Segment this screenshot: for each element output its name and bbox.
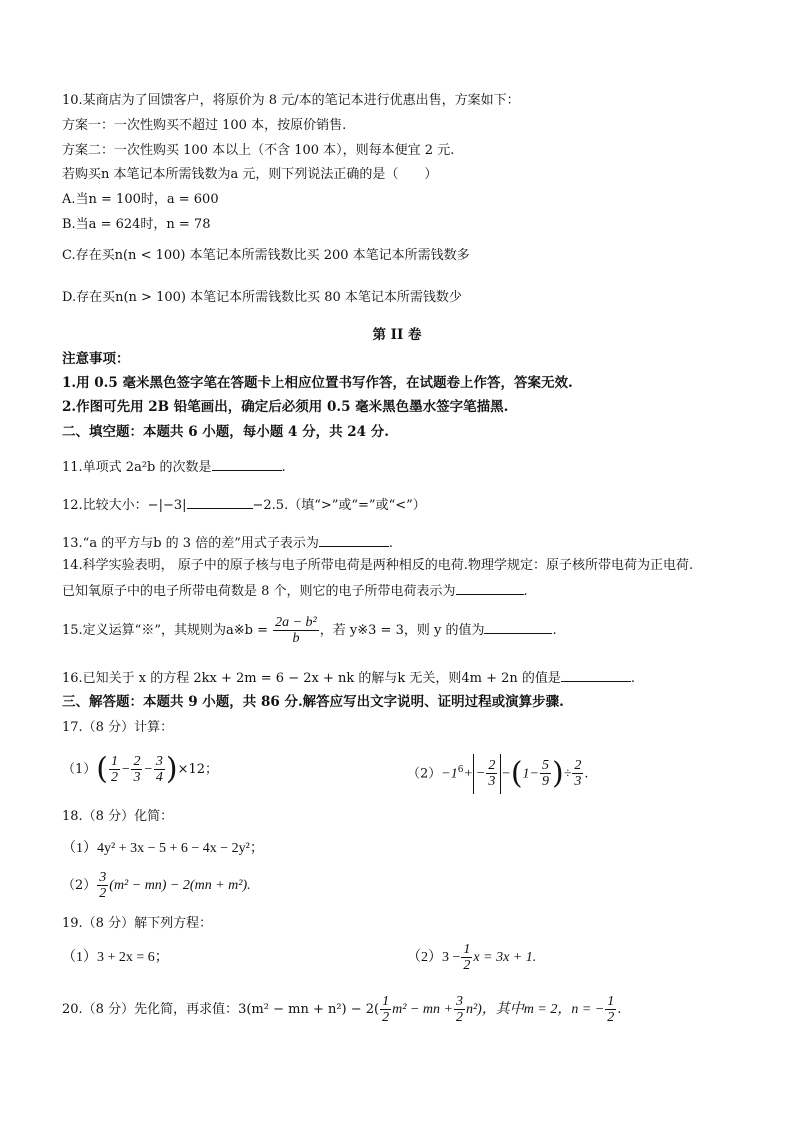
q17-p1-label: （1） bbox=[62, 762, 97, 777]
q11-text: 11.单项式 2a²b 的次数是 bbox=[62, 460, 212, 475]
q17-p2-end: . bbox=[584, 766, 589, 782]
q19-stem: 19.（8 分）解下列方程： bbox=[62, 916, 213, 931]
q15-fraction bbox=[273, 615, 319, 646]
q11-answer-blank[interactable] bbox=[212, 457, 282, 471]
q16-end: . bbox=[630, 671, 636, 686]
frac-half: $\frac{1}{2}$ bbox=[111, 754, 118, 785]
frac-five-ninths: $\frac{5}{9}$ bbox=[542, 758, 549, 790]
q15-denominator: b bbox=[292, 631, 300, 646]
q19-p2-tail: x = 3x + 1. bbox=[473, 950, 537, 965]
q10-option-d: D.存在买n(n > 100) 本笔记本所需钱数比买 80 本笔记本所需钱数少 bbox=[62, 290, 462, 305]
q13 bbox=[62, 533, 393, 553]
q10-option-b: B.当a = 624时，n = 78 bbox=[62, 217, 211, 232]
notice-1: 1.用 0.5 毫米黑色签字笔在答题卡上相应位置书写作答，在试题卷上作答，答案无效. bbox=[62, 375, 573, 391]
frac-two-thirds: $\frac{2}{3}$ bbox=[133, 754, 141, 785]
q17-part1: （1）( $\frac{1}{2}$ − $\frac{2}{3}$ − $\frac{3}{4}$ )×12； $(2)-1^6+$ − $\frac{2}{3}$ −(1− $\frac{5}{9}$ )÷ $\frac{2}{3}$ . bbox=[62, 750, 218, 792]
frac-three-halves: $\frac{3}{2}$ bbox=[99, 870, 107, 901]
q13-answer-blank[interactable] bbox=[319, 533, 389, 547]
q19-parts bbox=[62, 940, 537, 976]
q16 bbox=[62, 668, 635, 688]
q11-end: . bbox=[281, 460, 286, 475]
q15-text: 15.定义运算“※”，其规则为a※b = bbox=[62, 623, 268, 638]
section-title: 第 II 卷 bbox=[372, 327, 422, 343]
q18-stem: 18.（8 分）化简： bbox=[62, 809, 174, 824]
q17-p2-label: （2） bbox=[407, 766, 442, 782]
notice-2: 2.作图可先用 2B 铅笔画出，确定后必须用 0.5 毫米黑色墨水签字笔描黑. bbox=[62, 399, 509, 415]
frac-two-thirds-b: $\frac{2}{3}$ bbox=[574, 758, 582, 790]
q12-end: −2.5.（填“>”或“=”或“<”） bbox=[252, 498, 426, 513]
q17-p2-b: + bbox=[463, 766, 473, 782]
q14-line1: 14.科学实验表明， 原子中的原子核与电子所带电荷是两种相反的电荷.物理学规定：原子核所带电荷为正电荷. bbox=[62, 558, 694, 573]
solve-heading: 三、解答题：本题共 9 小题，共 86 分.解答应写出文字说明、证明过程或演算步骤. bbox=[62, 694, 564, 710]
q17-p2-a: −1 bbox=[441, 766, 458, 782]
q20-pre: 20.（8 分）先化简，再求值：3(m² − mn + n²) − 2( bbox=[62, 1002, 380, 1017]
q12 bbox=[62, 495, 426, 515]
frac-half-c: $\frac{1}{2}$ bbox=[382, 994, 390, 1025]
q15-answer-blank[interactable] bbox=[484, 620, 552, 634]
q20-end: . bbox=[617, 1002, 622, 1017]
q10-option-c: C.存在买n(n < 100) 本笔记本所需钱数比买 200 本笔记本所需钱数多 bbox=[62, 248, 470, 263]
q18-part1: （1）4y² + 3x − 5 + 6 − 4x − 2y²； bbox=[62, 841, 264, 856]
q10-plan1: 方案一：一次性购买不超过 100 本，按原价销售. bbox=[62, 118, 347, 133]
q13-text: 13.“a 的平方与b 的 3 倍的差”用式子表示为 bbox=[62, 536, 319, 551]
q18-p2-expr: (m² − mn) − 2(mn + m²). bbox=[109, 878, 251, 893]
q10-stem: 10.某商店为了回馈客户，将原价为 8 元/本的笔记本进行优惠出售，方案如下： bbox=[62, 93, 520, 108]
q12-text: 12.比较大小：−|−3| bbox=[62, 498, 187, 513]
q17-p1-tail: ×12； bbox=[177, 762, 219, 777]
q18-part2 bbox=[62, 868, 251, 904]
frac-three-quarters: $\frac{3}{4}$ bbox=[155, 754, 163, 785]
q20 bbox=[62, 990, 621, 1030]
q10-option-a: A.当n = 100时，a = 600 bbox=[62, 192, 219, 207]
q17-stem: 17.（8 分）计算： bbox=[62, 720, 174, 735]
q18-p2-label: （2） bbox=[62, 878, 97, 893]
q14-answer-blank[interactable] bbox=[456, 581, 524, 595]
q17-p2-c: − bbox=[501, 766, 511, 782]
frac-half-d: $\frac{1}{2}$ bbox=[607, 994, 615, 1025]
q10-question: 若购买n 本笔记本所需钱数为a 元，则下列说法正确的是（ ） bbox=[62, 167, 438, 182]
q11 bbox=[62, 457, 286, 477]
q15-numerator: 2a − b² bbox=[275, 615, 317, 630]
frac-half-b: $\frac{1}{2}$ bbox=[463, 942, 471, 973]
q17-part2: $(2)-1^6+$ − $\frac{2}{3}$ −(1− $\frac{5}{9}$ )÷ $\frac{2}{3}$ . bbox=[407, 750, 589, 794]
q14-text: 已知氧原子中的电子所带电荷数是 8 个，则它的电子所带电荷表示为 bbox=[62, 584, 456, 599]
q16-answer-blank[interactable] bbox=[561, 668, 631, 682]
q19-part1: （1）3 + 2x = 6； bbox=[62, 950, 169, 965]
q20-mid1: m² − mn + bbox=[392, 1002, 453, 1017]
q19-part2 bbox=[407, 940, 536, 976]
q14-end: . bbox=[523, 584, 528, 599]
q15 bbox=[62, 613, 557, 649]
q12-answer-blank[interactable] bbox=[187, 495, 253, 509]
q13-end: . bbox=[388, 536, 393, 551]
q14-line2 bbox=[62, 581, 528, 601]
fill-blank-heading: 二、填空题：本题共 6 小题，每小题 4 分，共 24 分. bbox=[62, 424, 389, 440]
q19-p2-label: （2）3 − bbox=[407, 950, 461, 965]
q10-plan2: 方案二：一次性购买 100 本以上（不含 100 本），则每本便宜 2 元. bbox=[62, 143, 455, 158]
frac-three-halves-b: $\frac{3}{2}$ bbox=[455, 994, 463, 1025]
q17-p2-exp: 6 bbox=[457, 765, 464, 775]
notice-heading: 注意事项： bbox=[62, 351, 130, 367]
q15-end: . bbox=[552, 623, 557, 638]
q20-mid2: n²)，其中m = 2，n = − bbox=[465, 1002, 605, 1017]
abs-neg-two-thirds: − $\frac{2}{3}$ bbox=[473, 754, 501, 794]
q16-text: 16.已知关于 x 的方程 2kx + 2m = 6 − 2x + nk 的解与k 无关，则4m + 2n 的值是 bbox=[62, 671, 561, 686]
q15-mid: ，若 y※3 = 3，则 y 的值为 bbox=[319, 623, 485, 638]
q17-p2-d: ÷ bbox=[563, 766, 572, 782]
